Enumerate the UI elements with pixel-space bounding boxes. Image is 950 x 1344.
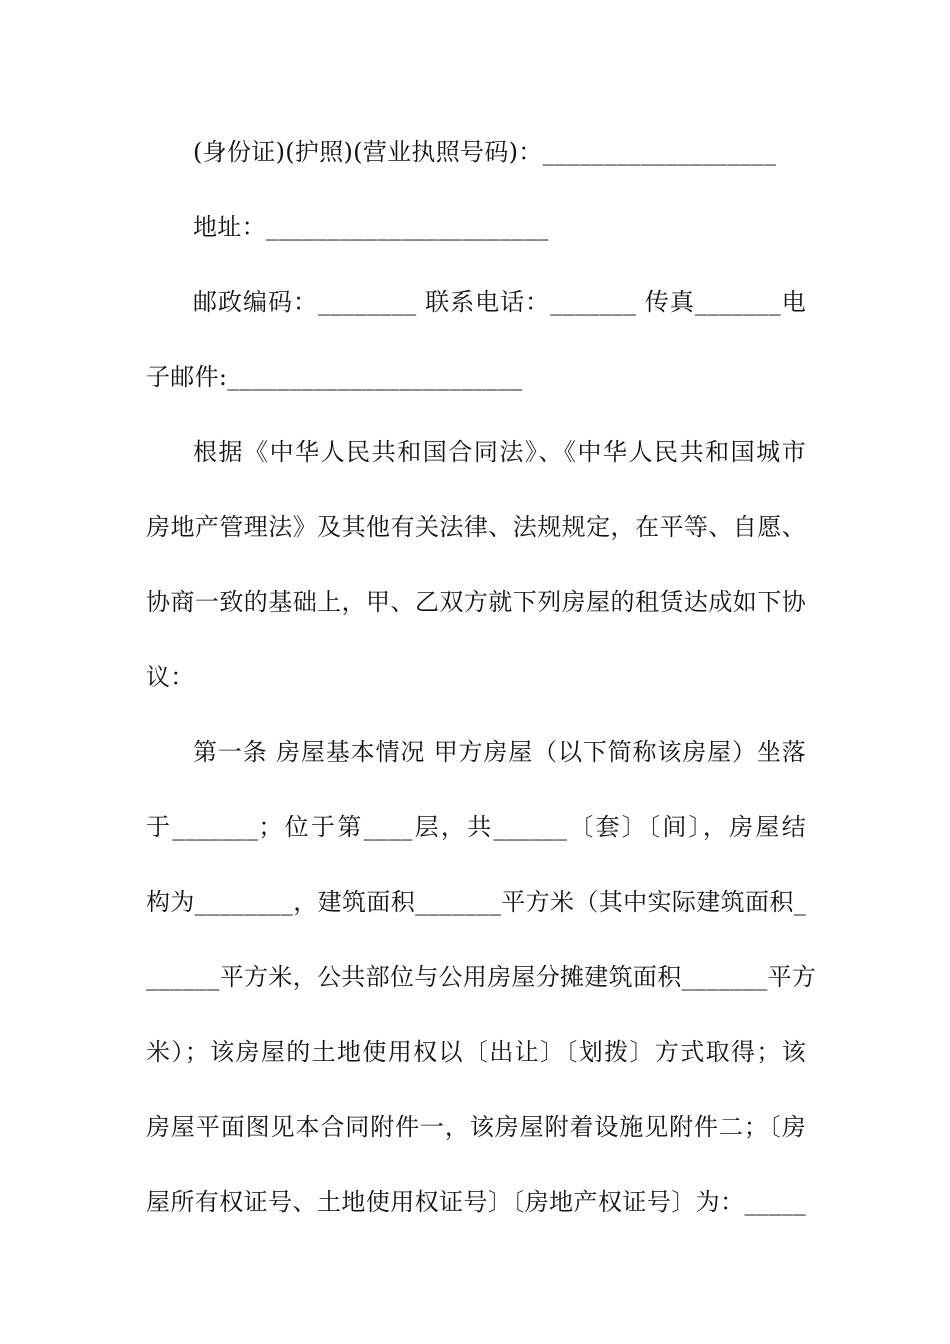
article-1-line-2: 于_______；位于第____层，共______〔套〕〔间〕，房屋结 — [146, 813, 806, 841]
article-1-line-6: 房屋平面图见本合同附件一，该房屋附着设施见附件二；〔房 — [146, 1113, 806, 1141]
article-1-line-4: ______平方米，公共部位与公用房屋分摊建筑面积_______平方 — [146, 963, 817, 991]
id-number-line: (身份证)(护照)(营业执照号码)：___________________ — [193, 138, 777, 166]
address-line: 地址：_______________________ — [193, 213, 549, 241]
article-1-line-1: 第一条 房屋基本情况 甲方房屋（以下简称该房屋）坐落 — [193, 738, 806, 766]
contact-line: 邮政编码：________ 联系电话：_______ 传真_______电 — [193, 288, 806, 316]
preamble-line-4: 议： — [146, 663, 195, 691]
article-1-line-3: 构为________，建筑面积_______平方米（其中实际建筑面积_ — [146, 888, 806, 916]
preamble-line-3: 协商一致的基础上，甲、乙双方就下列房屋的租赁达成如下协 — [146, 588, 806, 616]
preamble-line-1: 根据《中华人民共和国合同法》、《中华人民共和国城市 — [193, 438, 806, 466]
preamble-line-2: 房地产管理法》及其他有关法律、法规规定，在平等、自愿、 — [146, 513, 806, 541]
article-1-line-5: 米）；该房屋的土地使用权以〔出让〕〔划拨〕方式取得；该 — [146, 1038, 806, 1066]
article-1-line-7: 屋所有权证号、土地使用权证号〕〔房地产权证号〕为：_____ — [146, 1188, 806, 1216]
email-line: 子邮件:________________________ — [146, 363, 523, 391]
